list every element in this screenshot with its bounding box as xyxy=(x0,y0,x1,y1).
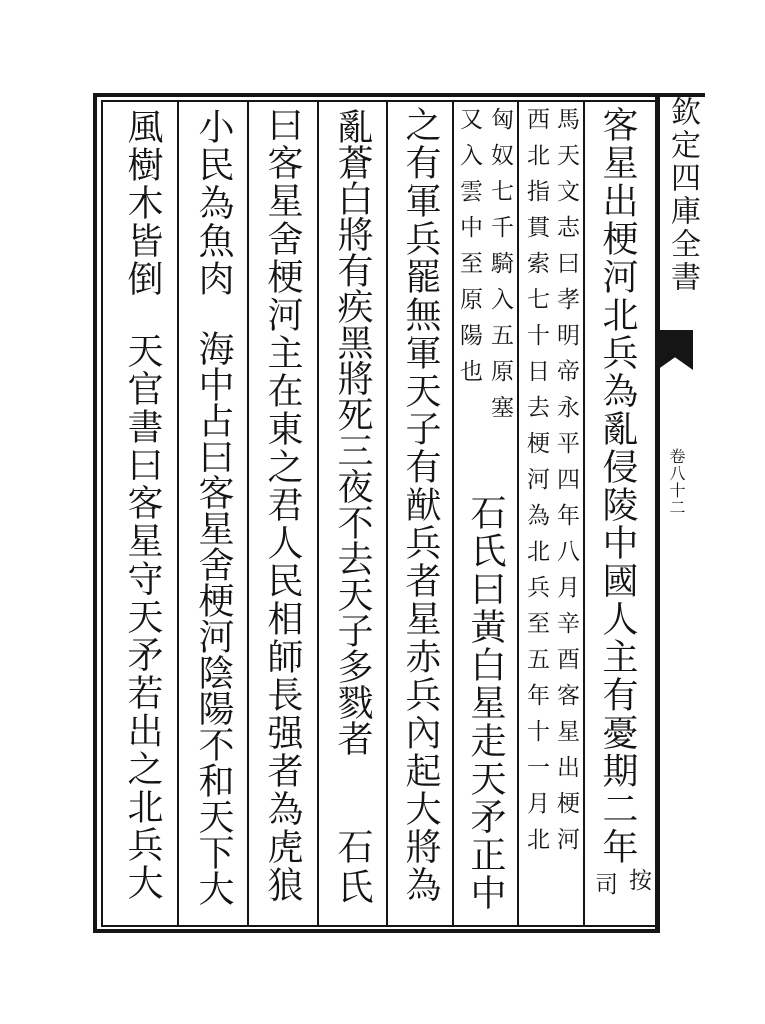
column-rule xyxy=(247,100,249,926)
frame-left-outer xyxy=(93,93,97,933)
column-rule xyxy=(583,100,585,926)
frame-right-edge xyxy=(655,93,660,933)
column-rule xyxy=(386,100,388,926)
text-column-3-main: 石氏曰黃白星走天矛正中 xyxy=(465,494,506,912)
frame-bottom-outer xyxy=(93,929,660,933)
column-rule xyxy=(317,100,319,926)
frame-bottom-inner xyxy=(101,925,657,927)
frame-left-inner xyxy=(101,100,103,926)
fishtail-mark xyxy=(657,330,693,370)
text-column-1-note-left: 司 xyxy=(591,872,617,908)
text-column-5-main: 亂蒼白將有疾黑將死三夜不去天子多戮者 xyxy=(332,108,373,756)
column-rule xyxy=(517,100,519,926)
column-rule xyxy=(177,100,179,926)
text-column-8-continuation: 天官書曰客星守天矛若出之北兵大 xyxy=(122,332,163,902)
text-column-2-note-right: 馬天文志曰孝明帝永平四年八月辛酉客星出梗河 xyxy=(553,107,579,863)
frame-top-inner xyxy=(101,100,657,102)
text-column-3-note-right: 匈奴七千騎入五原塞 xyxy=(487,107,513,431)
frame-top-outer xyxy=(93,93,705,97)
text-column-3-note-left: 又入雲中至原陽也 xyxy=(456,107,482,395)
text-column-6-main: 曰客星舍梗河主在東之君人民相師長强者為虎狼 xyxy=(262,106,303,904)
text-column-8-main: 風樹木皆倒 xyxy=(122,108,163,298)
text-column-1-main: 客星出梗河北兵為亂侵陵中國人主有憂期二年 xyxy=(597,106,638,866)
column-rule xyxy=(452,100,454,926)
margin-book-title: 欽定四庫全書 xyxy=(665,96,700,294)
text-column-2-note-left: 西北指貫索七十日去梗河為北兵至五年十一月北 xyxy=(523,107,549,863)
text-column-5-source: 石氏 xyxy=(332,828,373,908)
margin-volume-label: 卷八十二 xyxy=(667,448,686,516)
text-column-1-note-right: 按 xyxy=(625,868,651,904)
text-column-7-main: 小民為魚肉 xyxy=(193,108,234,298)
text-column-7-continuation: 海中占曰客星舍梗河陰陽不和天下大 xyxy=(193,330,234,906)
text-column-4-main: 之有軍兵罷無軍天子有猷兵者星赤兵內起大將為 xyxy=(400,106,441,904)
